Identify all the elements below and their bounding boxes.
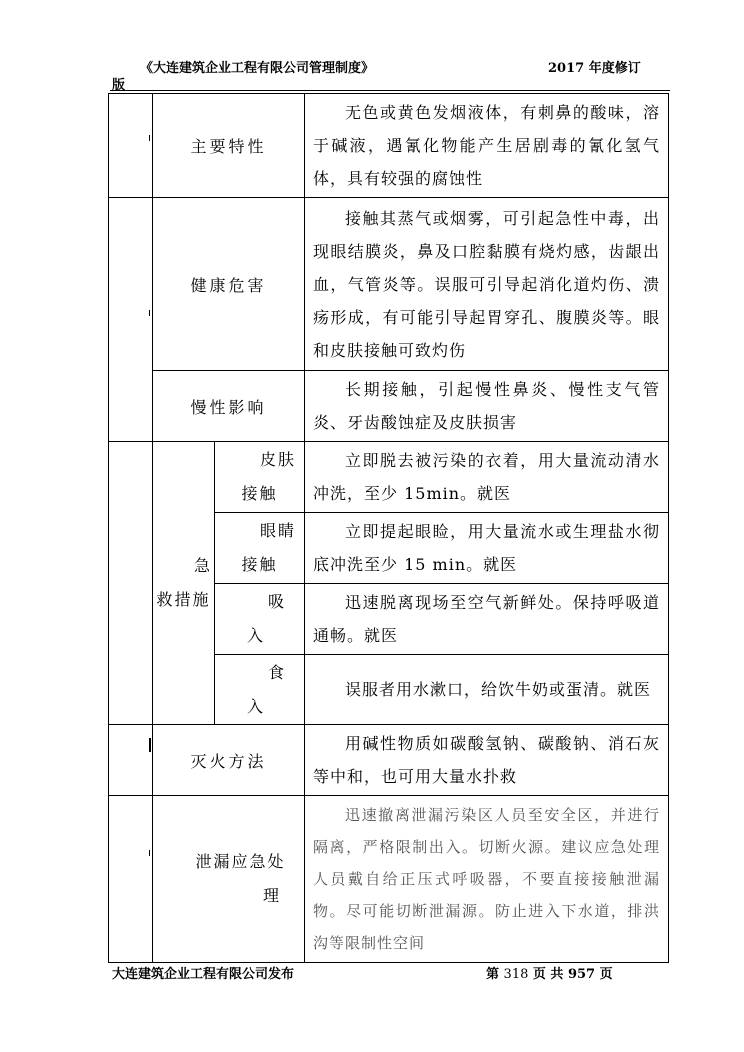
footer-publisher: 大连建筑企业工程有限公司发布 bbox=[112, 967, 295, 982]
text-leak-response: 迅速撤离泄漏污染区人员至安全区，并进行隔离，严格限制出入。切断火源。建议应急处理人员戴自给正压式呼吸器，不要直接接触泄漏物。尽可能切断泄漏源。防止进入下水道，排洪沟等限制性空间 bbox=[305, 796, 669, 963]
text-first-aid-skin: 立即脱去被污染的衣着，用大量流动清水冲洗，至少 15min。就医 bbox=[305, 442, 669, 513]
text-main-properties: 无色或黄色发烟液体，有刺鼻的酸味，溶于碱液，遇氰化物能产生居剧毒的氰化氢气体，具有较强的腐蚀性 bbox=[305, 94, 669, 198]
text-first-aid-inhale: 迅速脱离现场至空气新鲜处。保持呼吸道通畅。就医 bbox=[305, 584, 669, 655]
margin-tick bbox=[149, 850, 150, 856]
sub-label-inhale: 吸 入 bbox=[215, 584, 305, 655]
page-total: 957 bbox=[567, 967, 596, 982]
footer-page-number: 第 318 页 共 957 页 bbox=[486, 967, 613, 982]
label-fire-fighting: 灭火方法 bbox=[153, 725, 305, 796]
header-rule bbox=[110, 90, 670, 91]
margin-tick bbox=[149, 738, 151, 752]
chemical-safety-table bbox=[108, 93, 669, 963]
label-first-aid-top: 急 bbox=[193, 556, 210, 575]
label-first-aid-bottom: 救措施 bbox=[156, 590, 211, 609]
label-leak-response bbox=[153, 796, 305, 963]
text-first-aid-ingest: 误服者用水漱口，给饮牛奶或蛋清。就医 bbox=[305, 655, 669, 725]
row-leak-response bbox=[109, 796, 669, 963]
margin-tick bbox=[149, 135, 150, 141]
page-current: 318 bbox=[503, 967, 529, 982]
label-first-aid bbox=[153, 442, 215, 725]
row-first-aid-skin bbox=[109, 442, 669, 513]
text-first-aid-eye: 立即提起眼睑，用大量流水或生理盐水彻底冲洗至少 15 min。就医 bbox=[305, 513, 669, 584]
left-margin-cell bbox=[109, 442, 153, 725]
text-chronic-effects: 长期接触，引起慢性鼻炎、慢性支气管炎、牙齿酸蚀症及皮肤损害 bbox=[305, 371, 669, 442]
text-fire-fighting: 用碱性物质如碳酸氢钠、碳酸钠、消石灰等中和，也可用大量水扑救 bbox=[305, 725, 669, 796]
text-health-hazard: 接触其蒸气或烟雾，可引起急性中毒，出现眼结膜炎，鼻及口腔黏膜有烧灼感，齿龈出血，气管炎等。误服可引导起消化道灼伤、溃疡形成，有可能引导起胃穿孔、腹膜炎等。眼和皮肤接触可致灼伤 bbox=[305, 198, 669, 371]
label-health-hazard: 健康危害 bbox=[153, 198, 305, 371]
sub-label-ingest: 食 入 bbox=[215, 655, 305, 725]
sub-label-skin: 皮肤 接触 bbox=[215, 442, 305, 513]
margin-tick bbox=[149, 310, 150, 316]
sub-label-eye: 眼睛 接触 bbox=[215, 513, 305, 584]
label-main-properties: 主要特性 bbox=[153, 94, 305, 198]
label-chronic-effects: 慢性影响 bbox=[153, 371, 305, 442]
left-margin-cell bbox=[109, 198, 153, 442]
document-header-revision: 2017 年度修订 bbox=[548, 61, 641, 76]
row-fire-fighting bbox=[109, 725, 669, 796]
left-margin-cell bbox=[109, 94, 153, 198]
row-health-hazard bbox=[109, 198, 669, 371]
label-leak-top: 泄漏应急处 bbox=[195, 852, 286, 871]
document-header-title: 《大连建筑企业工程有限公司管理制度》 bbox=[140, 61, 375, 76]
left-margin-cell bbox=[109, 796, 153, 963]
document-header-revision-tail: 版 bbox=[112, 78, 126, 93]
label-leak-bottom: 理 bbox=[263, 886, 280, 905]
row-main-properties bbox=[109, 94, 669, 198]
row-chronic-effects bbox=[109, 371, 669, 442]
left-margin-cell bbox=[109, 725, 153, 796]
